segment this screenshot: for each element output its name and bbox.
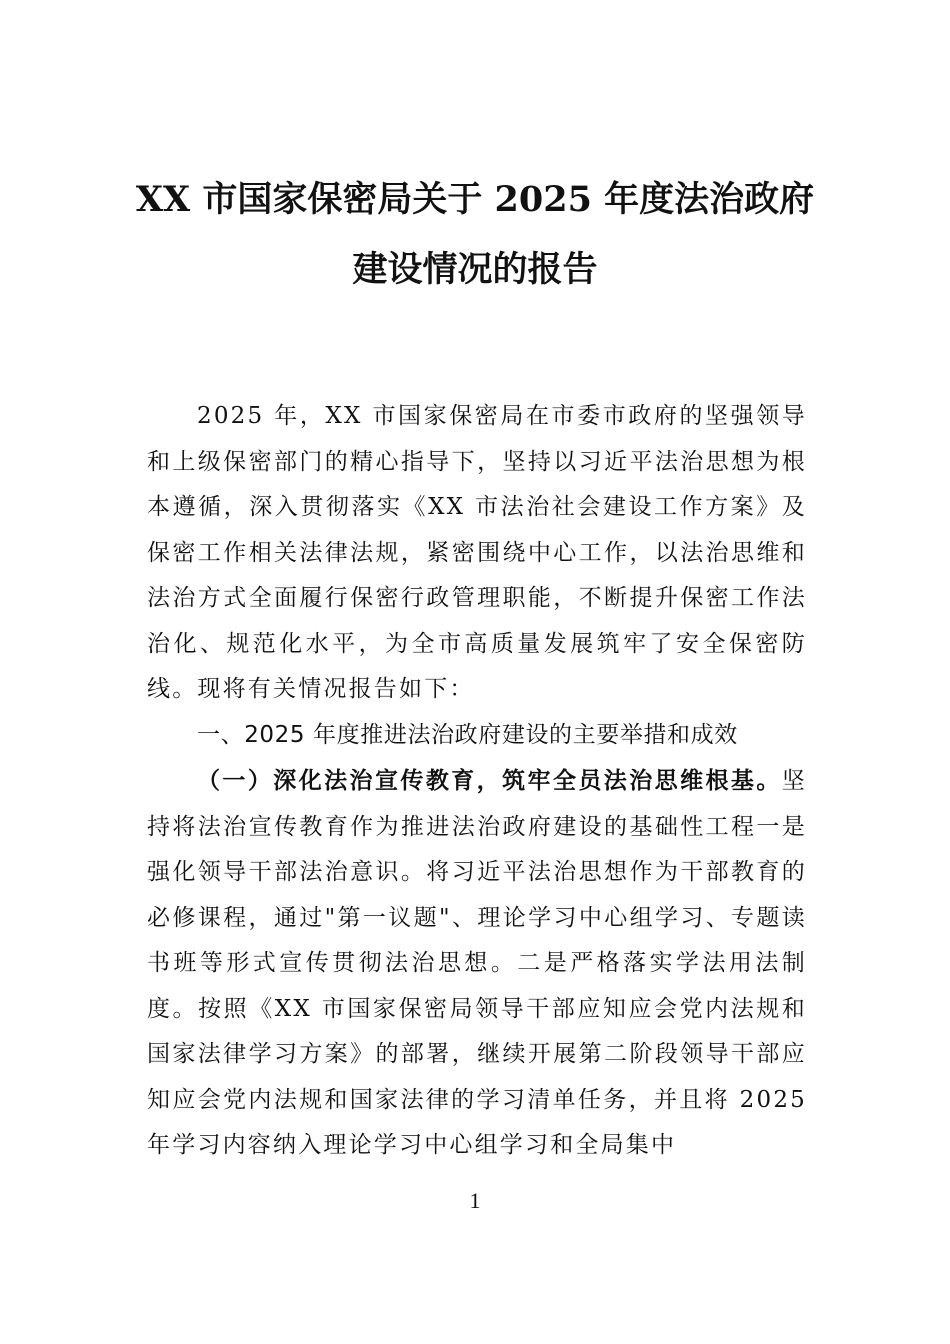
subsection-body-1: 坚持将法治宣传教育作为推进法治政府建设的基础性工程一是强化领导干部法治意识。将习近平法治思想作为干部教育的必修课程，通过"第一议题"、理论学习中心组学习、专题读书班等形式宣传贯彻法治思想。二是严格落实学法用法制度。按照《XX 市国家保密局领导干部应知应会党内法规和国家法律学习方案》的部署，继续开展第二阶段领导干部应知应会党内法规和国家法律的学习清单任务，并且将 2025 年学习内容纳入理论学习中心组学习和全局集中 bbox=[147, 768, 807, 1158]
subsection-heading-1: （一）深化法治宣传教育，筑牢全员法治思维根基。 bbox=[197, 767, 782, 794]
title-line-1: XX 市国家保密局关于 2025 年度法治政府 bbox=[135, 179, 815, 220]
subsection-paragraph-1 bbox=[147, 758, 807, 1169]
intro-paragraph: 2025 年，XX 市国家保密局在市委市政府的坚强领导和上级保密部门的精心指导下，坚持以习近平法治思想为根本遵循，深入贯彻落实《XX 市法治社会建设工作方案》及保密工作相关法律法规，紧密围绕中心工作，以法治思维和法治方式全面履行保密行政管理职能，不断提升保密工作法治化、规范化水平，为全市高质量发展筑牢了安全保密防线。现将有关情况报告如下： bbox=[147, 403, 807, 702]
page-number: 1 bbox=[469, 1188, 481, 1213]
title-line-2: 建设情况的报告 bbox=[352, 249, 598, 290]
document-title bbox=[120, 165, 830, 305]
document-body bbox=[147, 394, 807, 1169]
section-heading-1: 一、2025 年度推进法治政府建设的主要举措和成效 bbox=[197, 721, 738, 748]
